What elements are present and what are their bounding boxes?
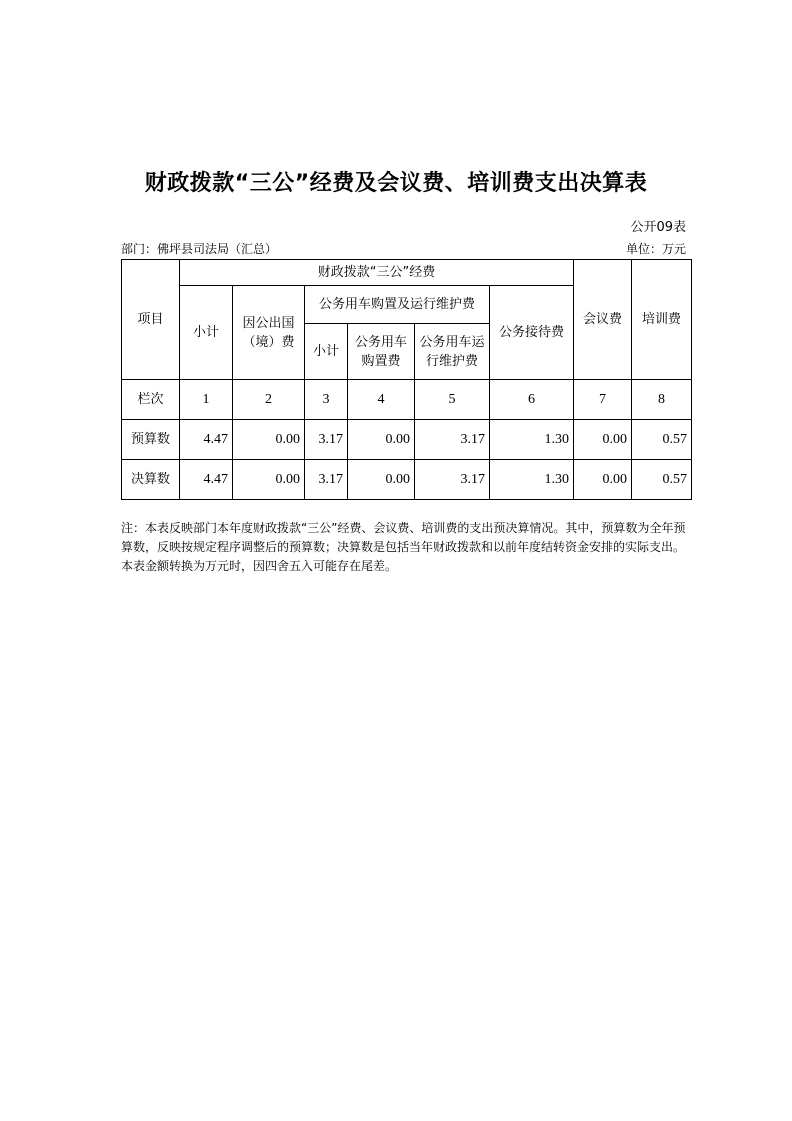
value-cell: 0.00 <box>348 420 415 460</box>
header-subtotal: 小计 <box>180 286 233 380</box>
value-cell: 0.00 <box>233 460 305 500</box>
header-vehicle-purchase: 公务用车购置费 <box>348 324 415 380</box>
header-item: 项目 <box>122 260 180 380</box>
value-cell: 1.30 <box>490 420 574 460</box>
value-cell: 0.57 <box>632 420 692 460</box>
header-sangong-group: 财政拨款“三公”经费 <box>180 260 574 286</box>
header-vehicle-maintenance: 公务用车运行维护费 <box>415 324 490 380</box>
value-cell: 0.00 <box>348 460 415 500</box>
value-cell: 3.17 <box>415 420 490 460</box>
row-label: 预算数 <box>122 420 180 460</box>
value-cell: 4.47 <box>180 420 233 460</box>
footnote: 注：本表反映部门本年度财政拨款“三公”经费、会议费、培训费的支出预决算情况。其中，预算数为全年预算数，反映按规定程序调整后的预算数；决算数是包括当年财政拨款和以前年度结转资金安排的实际支出。本表金额转换为万元时，因四舍五入可能存在尾差。 <box>121 521 686 573</box>
value-cell: 0.00 <box>233 420 305 460</box>
index-cell: 2 <box>233 380 305 420</box>
value-cell: 1.30 <box>490 460 574 500</box>
header-reception: 公务接待费 <box>490 286 574 380</box>
header-abroad: 因公出国（境）费 <box>233 286 305 380</box>
index-cell: 3 <box>305 380 348 420</box>
index-cell: 4 <box>348 380 415 420</box>
value-cell: 4.47 <box>180 460 233 500</box>
header-vehicle-subtotal: 小计 <box>305 324 348 380</box>
index-cell: 6 <box>490 380 574 420</box>
department-label: 部门：佛坪县司法局（汇总） <box>121 242 278 256</box>
index-cell: 8 <box>632 380 692 420</box>
form-code: 公开09表 <box>630 220 686 235</box>
header-training: 培训费 <box>632 260 692 380</box>
header-vehicle-group: 公务用车购置及运行维护费 <box>305 286 490 324</box>
page-title: 财政拨款“三公”经费及会议费、培训费支出决算表 <box>144 171 648 196</box>
row-label: 栏次 <box>122 380 180 420</box>
table-row-index <box>122 380 692 420</box>
value-cell: 0.00 <box>574 420 632 460</box>
table-row-actual <box>122 460 692 500</box>
unit-label: 单位：万元 <box>625 242 686 256</box>
row-label: 决算数 <box>122 460 180 500</box>
value-cell: 3.17 <box>415 460 490 500</box>
index-cell: 7 <box>574 380 632 420</box>
index-cell: 1 <box>180 380 233 420</box>
header-meeting: 会议费 <box>574 260 632 380</box>
table-row-budget <box>122 420 692 460</box>
index-cell: 5 <box>415 380 490 420</box>
value-cell: 3.17 <box>305 460 348 500</box>
value-cell: 0.57 <box>632 460 692 500</box>
expenditure-table <box>121 259 692 500</box>
value-cell: 3.17 <box>305 420 348 460</box>
value-cell: 0.00 <box>574 460 632 500</box>
